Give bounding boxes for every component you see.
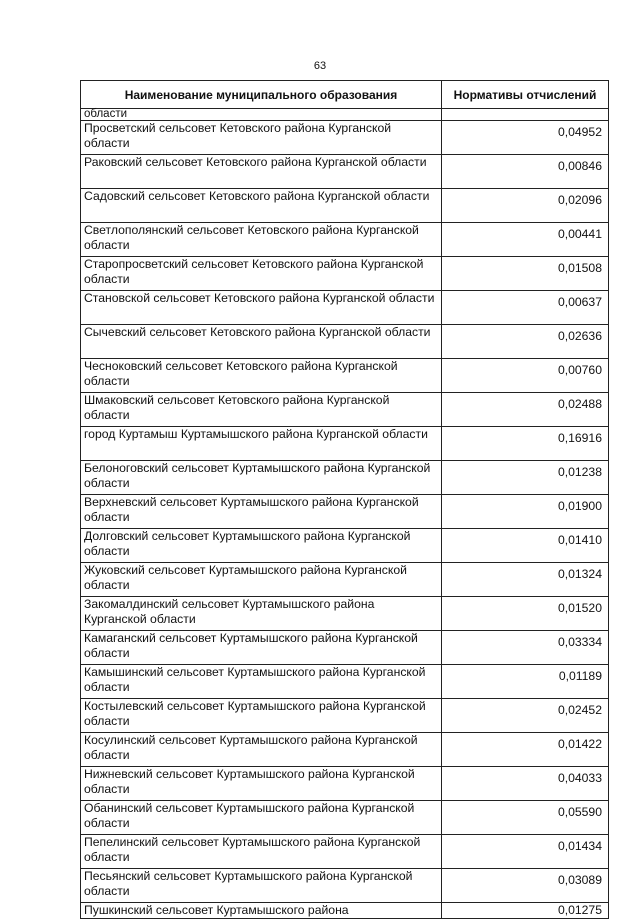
municipality-name-cell: Камаганский сельсовет Куртамышского района Курганской области (81, 631, 442, 665)
table-row (81, 835, 609, 869)
allocation-norm-cell: 0,02636 (442, 325, 609, 359)
municipality-name-cell: Костылевский сельсовет Куртамышского района Курганской области (81, 699, 442, 733)
allocation-norm-cell: 0,02488 (442, 393, 609, 427)
header-municipality-name: Наименование муниципального образования (81, 81, 442, 109)
table-header-row (81, 81, 609, 109)
municipality-name-cell: Верхневский сельсовет Куртамышского района Курганской области (81, 495, 442, 529)
municipality-name-cell: Пепелинский сельсовет Куртамышского района Курганской области (81, 835, 442, 869)
header-allocation-norm: Нормативы отчислений (442, 81, 609, 109)
municipality-name-cell: Просветский сельсовет Кетовского района Курганской области (81, 121, 442, 155)
table-row (81, 563, 609, 597)
table-row (81, 733, 609, 767)
allocation-norm-cell: 0,01275 (442, 903, 609, 919)
municipality-name-cell: Садовский сельсовет Кетовского района Курганской области (81, 189, 442, 223)
table-row (81, 767, 609, 801)
allocation-norm-cell: 0,01410 (442, 529, 609, 563)
municipality-name-cell: Камышинский сельсовет Куртамышского района Курганской области (81, 665, 442, 699)
table-row (81, 223, 609, 257)
table-row (81, 597, 609, 631)
allocation-norm-cell: 0,01238 (442, 461, 609, 495)
allocation-norm-cell: 0,01508 (442, 257, 609, 291)
allocation-norm-cell: 0,01434 (442, 835, 609, 869)
table-row (81, 529, 609, 563)
table-row (81, 665, 609, 699)
municipality-name-cell: Белоноговский сельсовет Куртамышского района Курганской области (81, 461, 442, 495)
municipality-name-cell: Шмаковский сельсовет Кетовского района Курганской области (81, 393, 442, 427)
municipality-name-cell: Становской сельсовет Кетовского района Курганской области (81, 291, 442, 325)
municipality-name-cell: области (81, 109, 442, 121)
municipality-name-cell: Закомалдинский сельсовет Куртамышского района Курганской области (81, 597, 442, 631)
table-row (81, 631, 609, 665)
allocation-norm-cell: 0,01189 (442, 665, 609, 699)
allocation-norm-cell: 0,01900 (442, 495, 609, 529)
table-row (81, 801, 609, 835)
allocation-norm-cell (442, 109, 609, 121)
table-row (81, 121, 609, 155)
allocation-norm-cell: 0,05590 (442, 801, 609, 835)
municipality-name-cell: Песьянский сельсовет Куртамышского района Курганской области (81, 869, 442, 903)
table-row (81, 869, 609, 903)
table-row (81, 393, 609, 427)
municipality-name-cell: город Куртамыш Куртамышского района Курганской области (81, 427, 442, 461)
allocation-norm-cell: 0,04952 (442, 121, 609, 155)
allocation-norm-cell: 0,00760 (442, 359, 609, 393)
municipality-name-cell: Раковский сельсовет Кетовского района Курганской области (81, 155, 442, 189)
allocation-norm-cell: 0,01422 (442, 733, 609, 767)
table-row-continuation (81, 109, 609, 121)
municipality-name-cell: Долговский сельсовет Куртамышского района Курганской области (81, 529, 442, 563)
municipality-name-cell: Пушкинский сельсовет Куртамышского района (81, 903, 442, 919)
table-row (81, 325, 609, 359)
municipality-name-cell: Обанинский сельсовет Куртамышского района Курганской области (81, 801, 442, 835)
table-row (81, 495, 609, 529)
table-row (81, 155, 609, 189)
allocation-norm-cell: 0,00637 (442, 291, 609, 325)
table-row (81, 461, 609, 495)
page-number: 63 (313, 60, 327, 72)
allocation-norm-cell: 0,02452 (442, 699, 609, 733)
allocation-norms-table (80, 80, 609, 919)
allocation-norm-cell: 0,02096 (442, 189, 609, 223)
allocation-norm-cell: 0,04033 (442, 767, 609, 801)
allocation-norm-cell: 0,16916 (442, 427, 609, 461)
allocation-norm-cell: 0,00441 (442, 223, 609, 257)
municipality-name-cell: Косулинский сельсовет Куртамышского района Курганской области (81, 733, 442, 767)
table-row (81, 291, 609, 325)
table-row (81, 359, 609, 393)
allocation-norm-cell: 0,03089 (442, 869, 609, 903)
municipality-name-cell: Сычевский сельсовет Кетовского района Курганской области (81, 325, 442, 359)
allocation-norm-cell: 0,00846 (442, 155, 609, 189)
municipality-name-cell: Старопросветский сельсовет Кетовского района Курганской области (81, 257, 442, 291)
municipality-name-cell: Нижневский сельсовет Куртамышского района Курганской области (81, 767, 442, 801)
allocation-norm-cell: 0,03334 (442, 631, 609, 665)
table-row (81, 257, 609, 291)
municipality-name-cell: Чесноковский сельсовет Кетовского района Курганской области (81, 359, 442, 393)
municipality-name-cell: Светлополянский сельсовет Кетовского района Курганской области (81, 223, 442, 257)
table-row (81, 189, 609, 223)
allocation-norm-cell: 0,01324 (442, 563, 609, 597)
table-row (81, 699, 609, 733)
table-row (81, 427, 609, 461)
allocation-norm-cell: 0,01520 (442, 597, 609, 631)
municipality-name-cell: Жуковский сельсовет Куртамышского района Курганской области (81, 563, 442, 597)
